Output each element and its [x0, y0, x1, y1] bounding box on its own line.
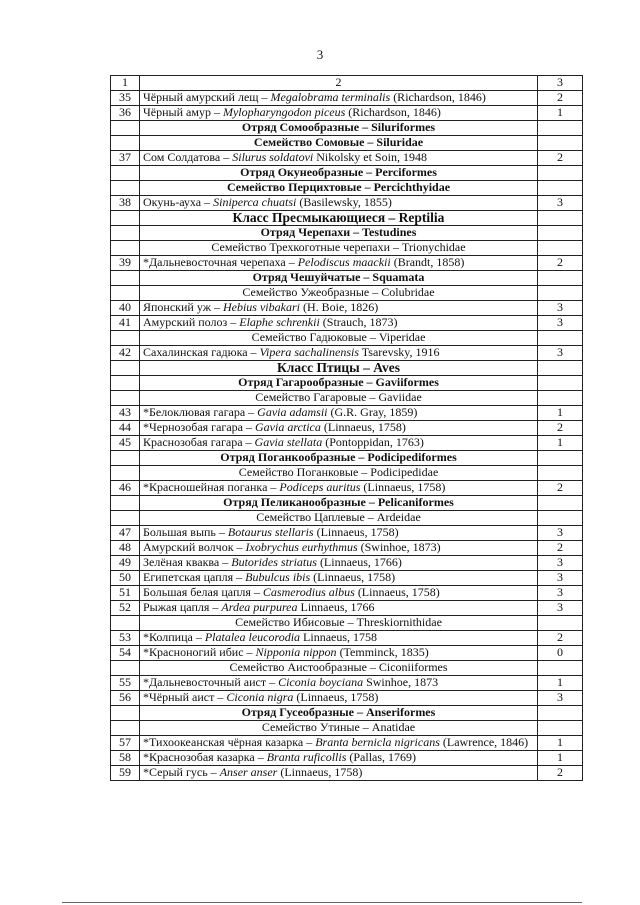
empty-cell: [111, 496, 140, 511]
row-number: 51: [111, 586, 140, 601]
species-name-cell: [140, 676, 538, 691]
species-name-cell: [140, 571, 538, 586]
common-name: *Белоклювая гагара –: [143, 405, 258, 419]
empty-cell: [538, 166, 583, 181]
row-number: 49: [111, 556, 140, 571]
category-cell: 1: [538, 106, 583, 121]
heading-cell: Отряд Поганкообразные – Podicipediformes: [140, 451, 538, 466]
common-name: Окунь-ауха –: [143, 195, 214, 209]
row-number: 36: [111, 106, 140, 121]
table-row: [111, 91, 583, 106]
table-row: [111, 106, 583, 121]
category-cell: 3: [538, 571, 583, 586]
row-number: 41: [111, 316, 140, 331]
latin-name: Bubulcus ibis: [245, 570, 311, 584]
empty-cell: [111, 166, 140, 181]
table-row: [111, 436, 583, 451]
heading-cell: Семейство Гадюковые – Viperidae: [140, 331, 538, 346]
empty-cell: [538, 496, 583, 511]
common-name: *Краснозобая казарка –: [143, 750, 267, 764]
author-year: (G.R. Gray, 1859): [327, 405, 418, 419]
group-heading-row: [111, 166, 583, 181]
author-year: (Richardson, 1846): [390, 90, 486, 104]
empty-cell: [111, 121, 140, 136]
category-cell: 1: [538, 676, 583, 691]
heading-cell: Семейство Перцихтовые – Percichthyidae: [140, 181, 538, 196]
author-year: (Linnaeus, 1758): [313, 525, 399, 539]
category-cell: 1: [538, 751, 583, 766]
empty-cell: [538, 376, 583, 391]
group-heading-row: [111, 376, 583, 391]
common-name: Японский уж –: [143, 300, 223, 314]
table-row: [111, 151, 583, 166]
category-cell: 3: [538, 316, 583, 331]
empty-cell: [538, 391, 583, 406]
category-cell: 3: [538, 556, 583, 571]
common-name: *Чернозобая гагара –: [143, 420, 255, 434]
header-col-2: 2: [140, 76, 538, 91]
latin-name: Gavia arctica: [255, 420, 321, 434]
group-heading-row: [111, 391, 583, 406]
common-name: *Серый гусь –: [143, 765, 220, 779]
row-number: 45: [111, 436, 140, 451]
empty-cell: [111, 226, 140, 241]
author-year: Swinhoe, 1873: [363, 675, 439, 689]
empty-cell: [538, 466, 583, 481]
empty-cell: [111, 361, 140, 376]
empty-cell: [111, 376, 140, 391]
common-name: Большая выпь –: [143, 525, 228, 539]
latin-name: Ciconia nigra: [226, 690, 294, 704]
author-year: Linnaeus, 1766: [297, 600, 375, 614]
category-cell: 2: [538, 631, 583, 646]
row-number: 44: [111, 421, 140, 436]
group-heading-row: [111, 466, 583, 481]
category-cell: 2: [538, 256, 583, 271]
heading-cell: Семейство Ужеобразные – Colubridae: [140, 286, 538, 301]
group-heading-row: [111, 511, 583, 526]
latin-name: Vipera sachalinensis: [259, 345, 359, 359]
empty-cell: [111, 136, 140, 151]
species-name-cell: [140, 436, 538, 451]
empty-cell: [111, 706, 140, 721]
author-year: (Linnaeus, 1758): [277, 765, 363, 779]
row-number: 47: [111, 526, 140, 541]
species-name-cell: [140, 421, 538, 436]
heading-cell: Класс Птицы – Aves: [140, 361, 538, 376]
category-cell: 1: [538, 436, 583, 451]
empty-cell: [538, 211, 583, 226]
latin-name: Casmerodius albus: [262, 585, 355, 599]
heading-cell: Класс Пресмыкающиеся – Reptilia: [140, 211, 538, 226]
author-year: (Linnaeus, 1758): [293, 690, 379, 704]
empty-cell: [538, 331, 583, 346]
common-name: Чёрный амурский лещ –: [143, 90, 271, 104]
table-row: [111, 196, 583, 211]
empty-cell: [538, 286, 583, 301]
latin-name: Anser anser: [219, 765, 278, 779]
category-cell: 3: [538, 196, 583, 211]
table-row: [111, 631, 583, 646]
row-number: 40: [111, 301, 140, 316]
empty-cell: [111, 391, 140, 406]
category-cell: 1: [538, 736, 583, 751]
empty-cell: [111, 271, 140, 286]
latin-name: Ixobrychus eurhythmus: [245, 540, 358, 554]
table-row: [111, 556, 583, 571]
species-table: [110, 75, 583, 781]
species-name-cell: [140, 601, 538, 616]
common-name: Египетская цапля –: [143, 570, 246, 584]
table-row: [111, 676, 583, 691]
group-heading-row: [111, 661, 583, 676]
common-name: *Колпица –: [143, 630, 205, 644]
row-number: 55: [111, 676, 140, 691]
species-name-cell: [140, 481, 538, 496]
latin-name: Ciconia boyciana: [278, 675, 364, 689]
group-heading-row: [111, 241, 583, 256]
class-heading-row: [111, 211, 583, 226]
table-row: [111, 346, 583, 361]
table-row: [111, 421, 583, 436]
species-name-cell: [140, 751, 538, 766]
heading-cell: Семейство Гагаровые – Gaviidae: [140, 391, 538, 406]
class-heading-row: [111, 361, 583, 376]
group-heading-row: [111, 451, 583, 466]
table-row: [111, 601, 583, 616]
empty-cell: [111, 241, 140, 256]
author-year: (Linnaeus, 1766): [316, 555, 402, 569]
common-name: *Красношейная поганка –: [143, 480, 280, 494]
common-name: *Красноногий ибис –: [143, 645, 256, 659]
row-number: 57: [111, 736, 140, 751]
common-name: Сом Солдатова –: [143, 150, 233, 164]
heading-cell: Отряд Сомообразные – Siluriformes: [140, 121, 538, 136]
species-name-cell: [140, 151, 538, 166]
table-row: [111, 316, 583, 331]
author-year: Tsarevsky, 1916: [359, 345, 440, 359]
category-cell: 3: [538, 346, 583, 361]
row-number: 38: [111, 196, 140, 211]
latin-name: Siniperca chuatsi: [213, 195, 297, 209]
author-year: (Linnaeus, 1758): [360, 480, 446, 494]
table-row: [111, 766, 583, 781]
common-name: Зелёная кваква –: [143, 555, 232, 569]
row-number: 53: [111, 631, 140, 646]
empty-cell: [538, 661, 583, 676]
empty-cell: [111, 181, 140, 196]
common-name: Рыжая цапля –: [143, 600, 222, 614]
author-year: (Linnaeus, 1758): [310, 570, 396, 584]
heading-cell: Семейство Поганковые – Podicipedidae: [140, 466, 538, 481]
group-heading-row: [111, 121, 583, 136]
author-year: (Pontoppidan, 1763): [322, 435, 424, 449]
row-number: 35: [111, 91, 140, 106]
heading-cell: Семейство Аистообразные – Ciconiiformes: [140, 661, 538, 676]
empty-cell: [538, 451, 583, 466]
category-cell: 3: [538, 601, 583, 616]
group-heading-row: [111, 181, 583, 196]
category-cell: 2: [538, 766, 583, 781]
species-name-cell: [140, 346, 538, 361]
author-year: (Richardson, 1846): [345, 105, 441, 119]
empty-cell: [111, 616, 140, 631]
latin-name: Platalea leucorodia: [204, 630, 301, 644]
latin-name: Gavia stellata: [254, 435, 323, 449]
common-name: *Чёрный аист –: [143, 690, 227, 704]
row-number: 42: [111, 346, 140, 361]
group-heading-row: [111, 286, 583, 301]
author-year: (Linnaeus, 1758): [320, 420, 406, 434]
row-number: 48: [111, 541, 140, 556]
group-heading-row: [111, 331, 583, 346]
header-col-3: 3: [538, 76, 583, 91]
heading-cell: Семейство Трехкоготные черепахи – Trionychidae: [140, 241, 538, 256]
scan-edge-line: [62, 902, 582, 903]
common-name: Сахалинская гадюка –: [143, 345, 260, 359]
category-cell: 3: [538, 526, 583, 541]
table-row: [111, 541, 583, 556]
group-heading-row: [111, 226, 583, 241]
row-number: 37: [111, 151, 140, 166]
species-name-cell: [140, 526, 538, 541]
category-cell: 2: [538, 151, 583, 166]
empty-cell: [111, 466, 140, 481]
row-number: 59: [111, 766, 140, 781]
category-cell: 2: [538, 421, 583, 436]
table-row: [111, 691, 583, 706]
species-name-cell: [140, 736, 538, 751]
author-year: (Linnaeus, 1758): [354, 585, 440, 599]
category-cell: 2: [538, 481, 583, 496]
species-name-cell: [140, 106, 538, 121]
empty-cell: [111, 286, 140, 301]
empty-cell: [538, 136, 583, 151]
heading-cell: Отряд Гусеобразные – Anseriformes: [140, 706, 538, 721]
table-row: [111, 526, 583, 541]
group-heading-row: [111, 706, 583, 721]
empty-cell: [111, 331, 140, 346]
heading-cell: Семейство Ибисовые – Threskiornithidae: [140, 616, 538, 631]
header-row: [111, 76, 583, 91]
group-heading-row: [111, 496, 583, 511]
category-cell: 2: [538, 91, 583, 106]
empty-cell: [538, 226, 583, 241]
empty-cell: [111, 511, 140, 526]
common-name: *Дальневосточная черепаха –: [143, 255, 298, 269]
heading-cell: Семейство Сомовые – Siluridae: [140, 136, 538, 151]
group-heading-row: [111, 616, 583, 631]
author-year: (Temminck, 1835): [336, 645, 429, 659]
species-name-cell: [140, 586, 538, 601]
row-number: 50: [111, 571, 140, 586]
page-number: 3: [316, 47, 324, 62]
latin-name: Botaurus stellaris: [227, 525, 314, 539]
empty-cell: [538, 706, 583, 721]
common-name: Амурский волчок –: [143, 540, 246, 554]
table-row: [111, 256, 583, 271]
heading-cell: Семейство Утиные – Anatidae: [140, 721, 538, 736]
table-body: [111, 91, 583, 781]
empty-cell: [111, 721, 140, 736]
row-number: 54: [111, 646, 140, 661]
row-number: 56: [111, 691, 140, 706]
species-name-cell: [140, 301, 538, 316]
species-name-cell: [140, 196, 538, 211]
latin-name: Elaphe schrenkii: [239, 315, 320, 329]
latin-name: Gavia adamsii: [257, 405, 328, 419]
category-cell: 2: [538, 541, 583, 556]
heading-cell: Отряд Черепахи – Testudines: [140, 226, 538, 241]
common-name: *Дальневосточный аист –: [143, 675, 279, 689]
author-year: (Pallas, 1769): [346, 750, 417, 764]
table-row: [111, 646, 583, 661]
empty-cell: [111, 661, 140, 676]
empty-cell: [111, 211, 140, 226]
category-cell: 3: [538, 301, 583, 316]
row-number: 39: [111, 256, 140, 271]
species-name-cell: [140, 691, 538, 706]
table-row: [111, 406, 583, 421]
latin-name: Hebius vibakari: [222, 300, 300, 314]
author-year: (Strauch, 1873): [319, 315, 398, 329]
heading-cell: Семейство Цаплевые – Ardeidae: [140, 511, 538, 526]
empty-cell: [538, 241, 583, 256]
table-row: [111, 481, 583, 496]
author-year: (Brandt, 1858): [390, 255, 465, 269]
heading-cell: Отряд Окунеобразные – Perciformes: [140, 166, 538, 181]
empty-cell: [111, 451, 140, 466]
row-number: 52: [111, 601, 140, 616]
author-year: (Basilewsky, 1855): [296, 195, 392, 209]
common-name: Краснозобая гагара –: [143, 435, 255, 449]
common-name: *Тихоокеанская чёрная казарка –: [143, 735, 316, 749]
author-year: Nikolsky et Soin, 1948: [313, 150, 427, 164]
species-name-cell: [140, 556, 538, 571]
table-row: [111, 571, 583, 586]
row-number: 43: [111, 406, 140, 421]
category-cell: 1: [538, 406, 583, 421]
latin-name: Silurus soldatovi: [232, 150, 314, 164]
empty-cell: [538, 121, 583, 136]
empty-cell: [538, 616, 583, 631]
row-number: 46: [111, 481, 140, 496]
latin-name: Ardea purpurea: [221, 600, 298, 614]
empty-cell: [538, 721, 583, 736]
latin-name: Pelodiscus maackii: [297, 255, 391, 269]
author-year: Linnaeus, 1758: [300, 630, 378, 644]
empty-cell: [538, 271, 583, 286]
group-heading-row: [111, 721, 583, 736]
group-heading-row: [111, 271, 583, 286]
species-name-cell: [140, 406, 538, 421]
species-name-cell: [140, 91, 538, 106]
author-year: (Swinhoe, 1873): [357, 540, 441, 554]
species-name-cell: [140, 646, 538, 661]
table-row: [111, 586, 583, 601]
common-name: Чёрный амур –: [143, 105, 223, 119]
empty-cell: [538, 181, 583, 196]
header-col-1: 1: [111, 76, 140, 91]
table-row: [111, 301, 583, 316]
table-row: [111, 736, 583, 751]
heading-cell: Отряд Гагарообразные – Gaviiformes: [140, 376, 538, 391]
species-name-cell: [140, 766, 538, 781]
author-year: (Lawrence, 1846): [439, 735, 529, 749]
heading-cell: Отряд Пеликанообразные – Pelicaniformes: [140, 496, 538, 511]
latin-name: Branta bernicla nigricans: [315, 735, 440, 749]
species-name-cell: [140, 541, 538, 556]
latin-name: Nipponia nippon: [255, 645, 337, 659]
species-name-cell: [140, 631, 538, 646]
species-name-cell: [140, 316, 538, 331]
latin-name: Mylopharyngodon piceus: [222, 105, 346, 119]
row-number: 58: [111, 751, 140, 766]
category-cell: 3: [538, 691, 583, 706]
latin-name: Megalobrama terminalis: [270, 90, 391, 104]
common-name: Амурский полоз –: [143, 315, 240, 329]
empty-cell: [538, 511, 583, 526]
group-heading-row: [111, 136, 583, 151]
common-name: Большая белая цапля –: [143, 585, 263, 599]
latin-name: Butorides striatus: [231, 555, 317, 569]
latin-name: Podiceps auritus: [279, 480, 361, 494]
table-row: [111, 751, 583, 766]
empty-cell: [538, 361, 583, 376]
category-cell: 0: [538, 646, 583, 661]
author-year: (H. Boie, 1826): [299, 300, 379, 314]
heading-cell: Отряд Чешуйчатые – Squamata: [140, 271, 538, 286]
category-cell: 3: [538, 586, 583, 601]
latin-name: Branta ruficollis: [266, 750, 347, 764]
species-name-cell: [140, 256, 538, 271]
